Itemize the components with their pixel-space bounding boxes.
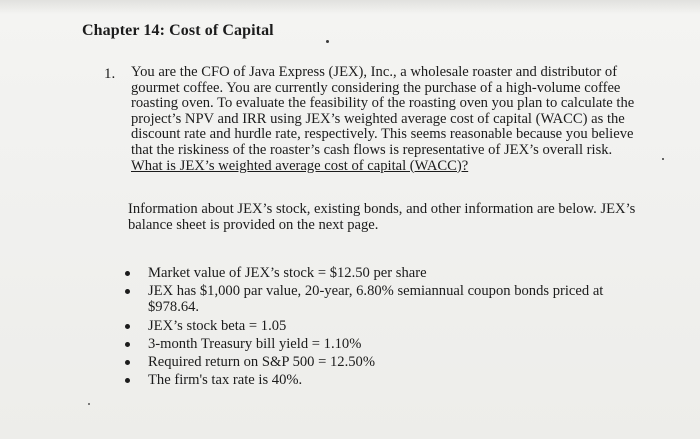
bullet-icon xyxy=(125,360,130,365)
bullet-icon xyxy=(125,342,130,347)
fact-item xyxy=(118,354,638,370)
fact-item xyxy=(118,372,638,388)
question-prompt: What is JEX’s weighted average cost of capital (WACC)? xyxy=(131,157,469,174)
question-number: 1. xyxy=(104,66,116,82)
page-edge-shadow xyxy=(0,0,700,14)
bullet-icon xyxy=(125,324,130,329)
bullet-icon xyxy=(125,271,130,276)
paper-speck xyxy=(662,158,664,160)
fact-text: Market value of JEX’s stock = $12.50 per share xyxy=(148,265,427,281)
fact-text: The firm's tax rate is 40%. xyxy=(148,372,303,389)
paper-speck xyxy=(88,403,90,405)
paper-speck xyxy=(326,40,329,43)
fact-text: JEX has $1,000 par value, 20-year, 6.80% semiannual coupon bonds priced at $978.64. xyxy=(148,283,604,316)
fact-item xyxy=(118,336,638,352)
fact-text: 3-month Treasury bill yield = 1.10% xyxy=(148,335,362,352)
info-paragraph: Information about JEX’s stock, existing bonds, and other information are below. JEX’s balance sheet is provided on the next page. xyxy=(128,201,636,233)
question-text: You are the CFO of Java Express (JEX), Inc., a wholesale roaster and distributor of gourmet coffee. You are currently considering the purchase of a high-volume coffee roasting oven. To evaluate the feasibility of the roasting oven you plan to calculate the project’s NPV and IRR using JEX’s weighted average cost of capital (WACC) as the discount rate and hurdle rate, respectively. This seems reasonable because you believe that the riskiness of the roaster’s cash flows is representative of JEX’s overall risk. xyxy=(131,64,635,158)
fact-text: JEX’s stock beta = 1.05 xyxy=(148,317,287,334)
fact-text: Required return on S&P 500 = 12.50% xyxy=(148,354,375,371)
fact-item xyxy=(118,265,638,281)
bullet-icon xyxy=(125,378,130,383)
fact-item xyxy=(118,283,638,315)
question-body xyxy=(131,65,656,174)
fact-item xyxy=(118,318,638,334)
facts-list xyxy=(118,265,638,390)
bullet-icon xyxy=(125,289,130,294)
chapter-title: Chapter 14: Cost of Capital xyxy=(82,22,274,39)
